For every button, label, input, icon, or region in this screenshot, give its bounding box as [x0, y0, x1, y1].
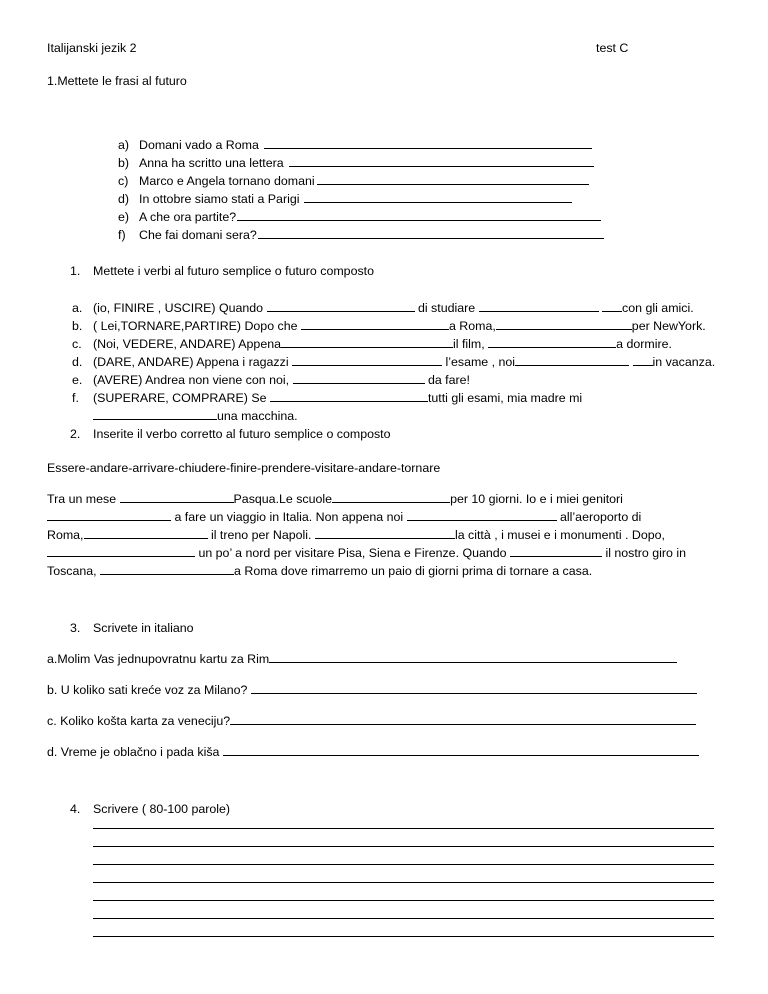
answer-blank[interactable]: [315, 527, 455, 539]
item-letter: e.: [72, 373, 83, 387]
verb-sentence-continued: una macchina.: [93, 408, 298, 424]
item-letter: f): [118, 228, 126, 242]
answer-blank[interactable]: [633, 354, 653, 366]
translation-item: d. Vreme je oblačno i pada kiša: [47, 744, 699, 760]
answer-blank[interactable]: [515, 354, 629, 366]
sentence: Anna ha scritto una lettera: [139, 155, 594, 171]
answer-blank[interactable]: [237, 209, 601, 221]
cloze-line: Tra un mese Pasqua.Le scuole per 10 giorni. Io e i miei genitori: [47, 492, 623, 506]
writing-line[interactable]: [93, 828, 714, 829]
exercise-number: 1.: [70, 264, 81, 278]
verb-sentence: (SUPERARE, COMPRARE) Se tutti gli esami, mia madre mi: [93, 391, 583, 405]
answer-blank[interactable]: [270, 390, 428, 402]
answer-blank[interactable]: [281, 336, 453, 348]
writing-line[interactable]: [93, 846, 714, 847]
sentence: Che fai domani sera?: [139, 227, 604, 243]
answer-blank[interactable]: [230, 713, 696, 725]
exercise-5-title: Scrivere ( 80-100 parole): [93, 802, 231, 816]
answer-blank[interactable]: [120, 491, 234, 503]
exercise-1-title: 1.Mettete le frasi al futuro: [47, 74, 187, 88]
answer-blank[interactable]: [289, 155, 594, 167]
item-letter: d.: [72, 355, 83, 369]
exercise-number: 3.: [70, 621, 81, 635]
writing-line[interactable]: [93, 864, 714, 865]
verb-sentence: (AVERE) Andrea non viene con noi, da fare!: [93, 373, 470, 387]
answer-blank[interactable]: [332, 491, 450, 503]
sentence: In ottobre siamo stati a Parigi: [139, 191, 572, 207]
answer-blank[interactable]: [496, 318, 632, 330]
answer-blank[interactable]: [317, 173, 589, 185]
answer-blank[interactable]: [488, 336, 616, 348]
writing-line[interactable]: [93, 936, 714, 937]
item-letter: c.: [72, 337, 82, 351]
verb-sentence: (io, FINIRE , USCIRE) Quando di studiare con gli amici.: [93, 301, 694, 315]
answer-blank[interactable]: [93, 408, 217, 420]
cloze-line: a fare un viaggio in Italia. Non appena noi all’aeroporto di: [47, 509, 641, 525]
sentence: A che ora partite?: [139, 209, 601, 225]
answer-blank[interactable]: [47, 545, 195, 557]
exercise-number: 4.: [70, 802, 81, 816]
item-letter: a): [118, 138, 130, 152]
item-letter: c): [118, 174, 129, 188]
writing-line[interactable]: [93, 900, 714, 901]
exercise-2-title: Mettete i verbi al futuro semplice o futuro composto: [93, 264, 374, 278]
answer-blank[interactable]: [223, 744, 699, 756]
answer-blank[interactable]: [47, 509, 171, 521]
sentence: Domani vado a Roma: [139, 137, 592, 153]
writing-line[interactable]: [93, 882, 714, 883]
sentence: Marco e Angela tornano domani: [139, 173, 589, 189]
exercise-4-title: Scrivete in italiano: [93, 621, 194, 635]
course-title: Italijanski jezik 2: [47, 41, 137, 55]
cloze-line: Toscana, a Roma dove rimarremo un paio di giorni prima di tornare a casa.: [47, 564, 593, 578]
answer-blank[interactable]: [510, 545, 602, 557]
answer-blank[interactable]: [258, 227, 604, 239]
translation-item: a.Molim Vas jednupovratnu kartu za Rim: [47, 651, 677, 667]
answer-blank[interactable]: [293, 372, 425, 384]
item-letter: d): [118, 192, 130, 206]
answer-blank[interactable]: [479, 300, 599, 312]
answer-blank[interactable]: [251, 682, 697, 694]
cloze-line: Roma, il treno per Napoli. la città , i musei e i monumenti . Dopo,: [47, 528, 665, 542]
answer-blank[interactable]: [84, 527, 208, 539]
answer-blank[interactable]: [269, 651, 677, 663]
exercise-3-title: Inserite il verbo corretto al futuro semplice o composto: [93, 427, 391, 441]
verb-bank: Essere-andare-arrivare-chiudere-finire-prendere-visitare-andare-tornare: [47, 461, 441, 475]
answer-blank[interactable]: [304, 191, 572, 203]
translation-item: c. Koliko košta karta za veneciju?: [47, 713, 696, 729]
answer-blank[interactable]: [264, 137, 592, 149]
answer-blank[interactable]: [301, 318, 449, 330]
answer-blank[interactable]: [602, 300, 622, 312]
cloze-line: un po’ a nord per visitare Pisa, Siena e Firenze. Quando il nostro giro in: [47, 545, 686, 561]
item-letter: b.: [72, 319, 83, 333]
verb-sentence: ( Lei,TORNARE,PARTIRE) Dopo che a Roma, per NewYork.: [93, 319, 706, 333]
exercise-number: 2.: [70, 427, 81, 441]
answer-blank[interactable]: [100, 563, 234, 575]
answer-blank[interactable]: [267, 300, 415, 312]
test-label: test C: [596, 41, 629, 55]
item-letter: a.: [72, 301, 83, 315]
answer-blank[interactable]: [407, 509, 557, 521]
translation-item: b. U koliko sati kreće voz za Milano?: [47, 682, 697, 698]
verb-sentence: (DARE, ANDARE) Appena i ragazzi l’esame , noi in vacanza.: [93, 355, 716, 369]
writing-line[interactable]: [93, 918, 714, 919]
item-letter: b): [118, 156, 130, 170]
item-letter: e): [118, 210, 130, 224]
item-letter: f.: [72, 391, 79, 405]
answer-blank[interactable]: [292, 354, 442, 366]
verb-sentence: (Noi, VEDERE, ANDARE) Appena il film, a dormire.: [93, 337, 672, 351]
